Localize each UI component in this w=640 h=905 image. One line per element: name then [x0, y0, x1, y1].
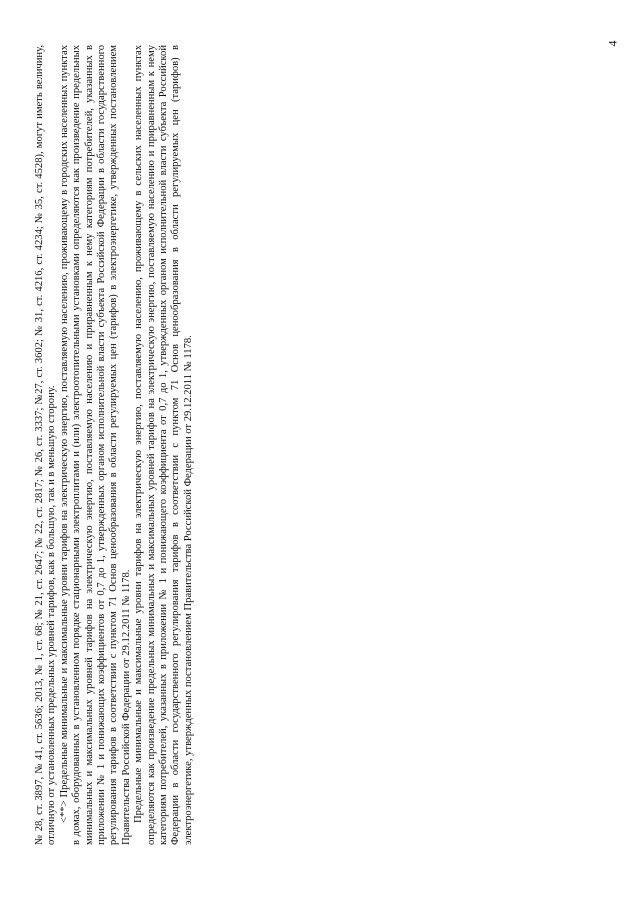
rotated-text-block: [34, 45, 279, 845]
page-number: 4: [605, 40, 620, 47]
rural-tariff-paragraph: Предельные минимальные и максимальные уровни тарифов на электрическую энергию, поставляемую населению, проживающему в сельских населенных пунктах определяются как произведение предельных минимальных и максимальных уровней тарифов на электрическую энергию, поставляемую населению и приравненным к нему категориям потребителей, указанных в приложении № 1 и понижающего коэффициента от 0,7 до 1, утвержденных органом исполнительной власти субъекта Российской Федерации в области государственного регулирования тарифов в соответствии с пунктом 71 Основ ценообразования в области регулируемых цен (тарифов) в электроэнергетике, утвержденных постановлением Правительства Российской Федерации от 29.12.2011 № 1178.: [133, 45, 194, 845]
footnote-paragraph: <**> Предельные минимальные и максимальные уровни тарифов на электрическую энергию, поставляемую населению, проживающему в городских населенных пунктах в домах, оборудованных в установленном порядке стационарными электроплитами и (или) электроотопительными установками определяются как произведение предельных минимальных и максимальных уровней тарифов на электрическую энергию, поставляемую населению и приравненным к нему категориям потребителей, указанных в приложении № 1 и понижающих коэффициентов от 0,7 до 1, утвержденных органом исполнительной власти субъекта Российской Федерации в области государственного регулирования тарифов в соответствии с пунктом 71 Основ ценообразования в области регулируемых цен (тарифов) в электроэнергетике, утвержденных постановлением Правительства Российской Федерации от 29.12.2011 № 1178.: [58, 45, 132, 845]
paragraph-continuation: № 28, ст. 3897, № 41, ст. 5636; 2013, № 1, ст. 68; № 21, ст. 2647; № 22, ст. 2817; № 26, ст. 3337; №27, ст. 3602; № 31, ст. 4216, ст. 4234; № 35, ст. 4528), могут иметь величину, отличную от установленных предельных уровней тарифов, как в большую, так и в меньшую сторону.: [34, 45, 58, 845]
